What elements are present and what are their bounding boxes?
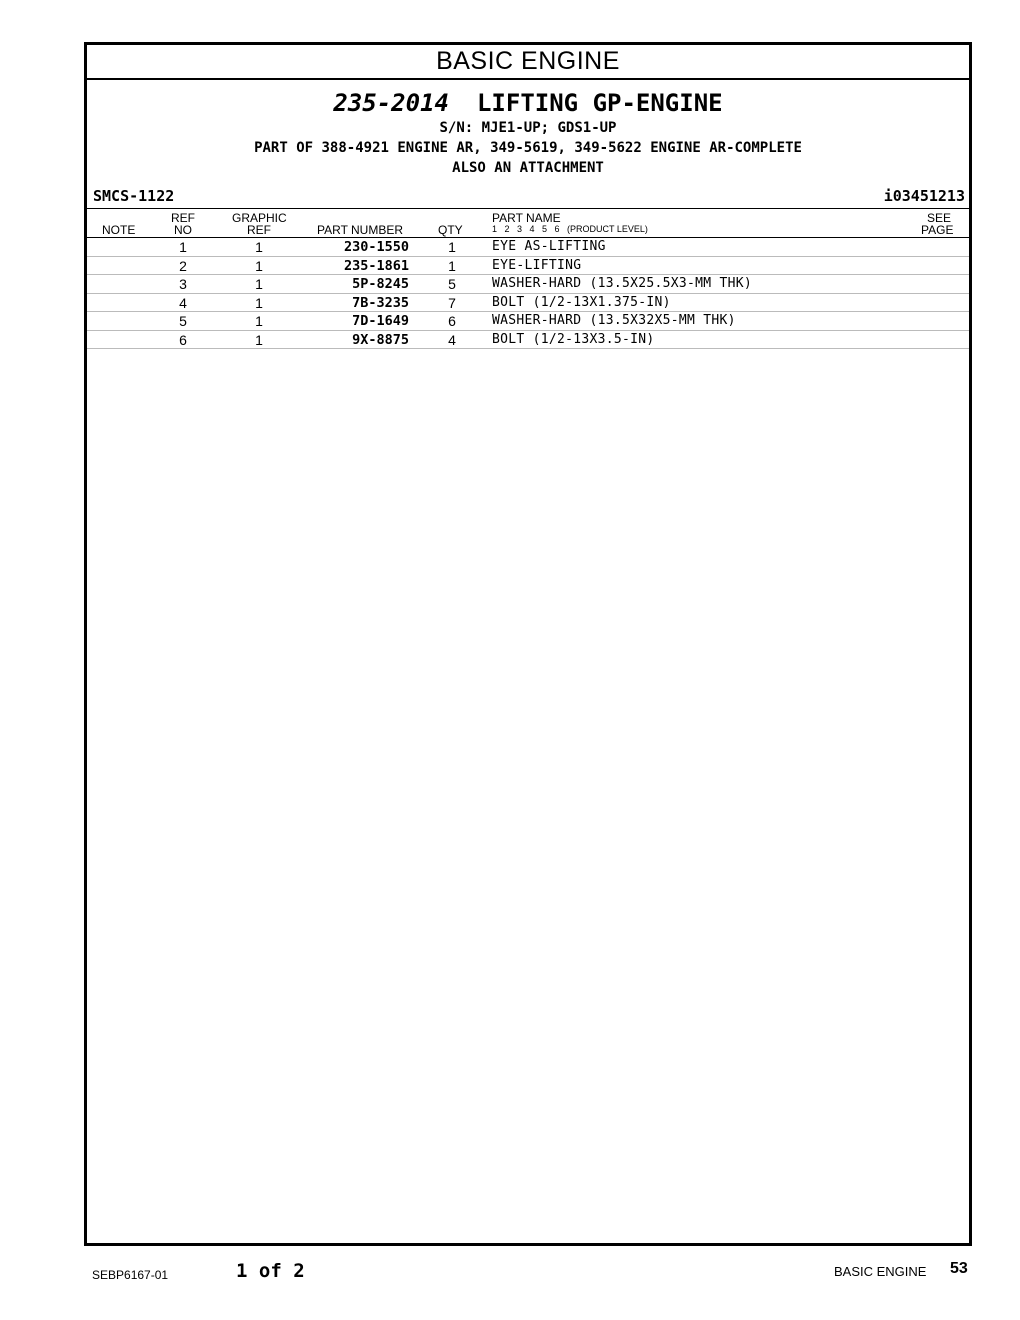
- quantity: 5: [448, 276, 456, 292]
- ref-no: 6: [179, 331, 187, 348]
- quantity: 1: [448, 257, 456, 274]
- col-graphic-bottom: REF: [247, 223, 271, 237]
- table-row: [87, 312, 969, 331]
- quantity: 6: [448, 313, 456, 329]
- graphic-ref: 1: [255, 257, 263, 274]
- footer-section: BASIC ENGINE: [834, 1264, 927, 1279]
- group-number: 235-2014: [333, 89, 449, 117]
- table-row: [87, 275, 969, 294]
- ref-no: 5: [179, 313, 187, 329]
- col-qty: QTY: [438, 223, 463, 237]
- attachment-note: ALSO AN ATTACHMENT: [452, 160, 604, 176]
- id-row: [87, 184, 969, 209]
- col-graphic-top: GRAPHIC: [232, 211, 287, 225]
- column-header: [87, 209, 969, 238]
- ref-no: 3: [179, 276, 187, 292]
- table-row: [87, 294, 969, 313]
- quantity: 1: [448, 239, 456, 255]
- part-number: 7D-1649: [352, 313, 409, 329]
- col-see-top: SEE: [927, 211, 952, 225]
- part-name: WASHER-HARD (13.5X32X5-MM THK): [492, 313, 736, 328]
- parts-list: [87, 238, 969, 349]
- part-name: BOLT (1/2-13X3.5-IN): [492, 331, 655, 347]
- page-number: 53: [950, 1260, 968, 1277]
- ref-no: 4: [179, 294, 187, 311]
- part-name: EYE-LIFTING: [492, 257, 582, 273]
- group-name: LIFTING GP-ENGINE: [476, 89, 723, 117]
- table-row: [87, 331, 969, 350]
- part-number: 7B-3235: [352, 294, 409, 311]
- part-name: EYE AS-LIFTING: [492, 239, 606, 254]
- col-see-bottom: PAGE: [921, 223, 954, 237]
- part-name: BOLT (1/2-13X1.375-IN): [492, 294, 671, 310]
- ref-no: 2: [179, 257, 187, 274]
- col-ref-top: REF: [171, 211, 195, 225]
- col-part-name: PART NAME: [492, 211, 561, 225]
- graphic-ref: 1: [255, 276, 263, 292]
- quantity: 7: [448, 294, 456, 311]
- part-number: 230-1550: [343, 239, 409, 255]
- ref-no: 1: [179, 239, 187, 255]
- section-header: BASIC ENGINE: [87, 45, 969, 80]
- part-number: 235-1861: [343, 257, 409, 274]
- graphic-ref: 1: [255, 239, 263, 255]
- part-number: 9X-8875: [352, 331, 409, 348]
- part-name: WASHER-HARD (13.5X25.5X3-MM THK): [492, 276, 753, 291]
- group-title: [87, 88, 969, 118]
- table-row: [87, 238, 969, 257]
- illustration-id: i03451213: [883, 187, 965, 205]
- graphic-ref: 1: [255, 331, 263, 348]
- quantity: 4: [448, 331, 456, 348]
- part-number: 5P-8245: [352, 276, 409, 292]
- table-row: [87, 257, 969, 276]
- part-of-line: PART OF 388-4921 ENGINE AR, 349-5619, 349-5622 ENGINE AR-COMPLETE: [254, 140, 802, 156]
- doc-number: SEBP6167-01: [92, 1268, 169, 1282]
- title-block: [87, 88, 969, 178]
- page-count: 1 of 2: [236, 1260, 305, 1282]
- col-ref-bottom: NO: [174, 223, 192, 237]
- page-footer: [0, 1258, 1020, 1288]
- graphic-ref: 1: [255, 294, 263, 311]
- page-frame: [84, 42, 972, 1246]
- col-part-number: PART NUMBER: [317, 223, 404, 237]
- smcs-code: SMCS-1122: [93, 187, 175, 205]
- serial-range: S/N: MJE1-UP; GDS1-UP: [439, 120, 617, 136]
- col-product-level: 1 2 3 4 5 6 (PRODUCT LEVEL): [492, 224, 648, 234]
- col-note: NOTE: [102, 223, 136, 237]
- graphic-ref: 1: [255, 313, 263, 329]
